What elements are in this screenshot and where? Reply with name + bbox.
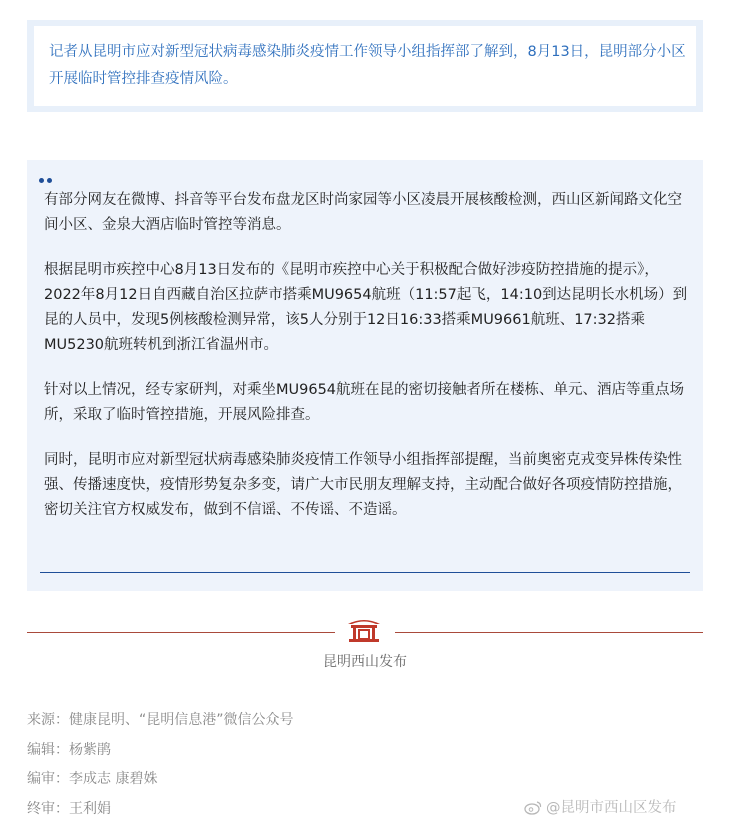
credit-editor: 编辑：杨紫鹃: [27, 741, 111, 758]
brand-divider-right: [395, 632, 703, 633]
credit-reviewer: 编审：李成志 康碧姝: [27, 771, 158, 787]
dots-decoration-icon: [39, 168, 55, 187]
weibo-watermark: [524, 796, 677, 817]
article-paragraph: 根据昆明市疾控中心8月13日发布的《昆明市疾控中心关于积极配合做好涉疫防控措施的提示》，2022年8月12日自西藏自治区拉萨市搭乘MU9654航班（11:57起飞，14:10到达昆明长水机场）到昆的人员中，发现5例核酸检测异常，该5人分别于12日16:33搭乘MU9661航班、17:32搭乘MU5230航班转机到浙江省温州市。: [44, 262, 688, 353]
weibo-icon: [524, 800, 542, 815]
article-paragraph: 针对以上情况，经专家研判，对乘坐MU9654航班在昆的密切接触者所在楼栋、单元、酒店等重点场所，采取了临时管控措施，开展风险排查。: [44, 382, 685, 423]
article-paragraph: 有部分网友在微博、抖音等平台发布盘龙区时尚家园等小区凌晨开展核酸检测，西山区新闻路文化空间小区、金泉大酒店临时管控等消息。: [44, 192, 682, 233]
credit-final-reviewer: 终审：王利娟: [27, 800, 111, 817]
lead-text: 记者从昆明市应对新型冠状病毒感染肺炎疫情工作领导小组指挥部了解到，8月13日，昆明部分小区开展临时管控排查疫情风险。: [49, 44, 686, 87]
credits: [27, 706, 294, 824]
article-divider: [40, 572, 690, 573]
pavilion-logo-icon: [346, 615, 382, 643]
brand-name: 昆明西山发布: [323, 654, 407, 670]
brand-divider-left: [27, 632, 335, 633]
article-body: [44, 188, 690, 543]
credit-source: 来源：健康昆明、“昆明信息港”微信公众号: [27, 712, 294, 728]
article-paragraph: 同时，昆明市应对新型冠状病毒感染肺炎疫情工作领导小组指挥部提醒，当前奥密克戎变异株传染性强、传播速度快，疫情形势复杂多变，请广大市民朋友理解支持，主动配合做好各项疫情防控措施，密切关注官方权威发布，做到不信谣、不传谣、不造谣。: [44, 452, 682, 518]
watermark-text: @昆明市西山区发布: [546, 800, 677, 816]
